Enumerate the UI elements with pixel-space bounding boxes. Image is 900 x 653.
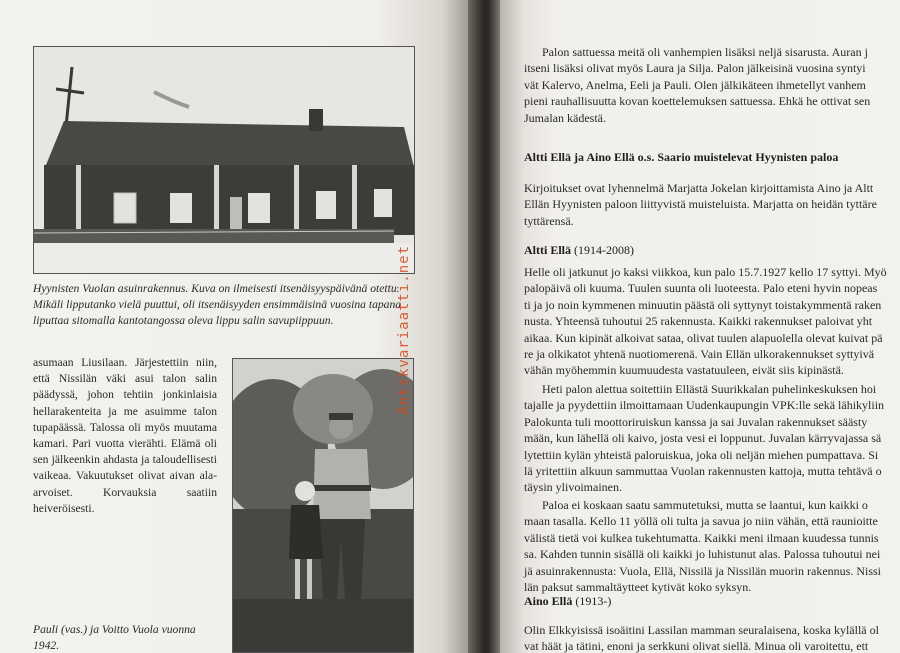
text-line: tajalle ja pyydettiin ilmoittamaan Uudenkaupungin VPK:lle sekä lähikyliin [524,398,885,413]
text-line: välistä tietä voi kulkea tukehtumatta. Kaikki meni ilmaan kuudessa tunnis [524,530,879,545]
section-intro-paragraph [524,180,900,229]
text-line: lytettiin kylän yhteistä paloruiskua, joka oli neljän miehen pumpattava. Si [524,447,879,462]
text-line: vät Kalervo, Anelma, Eeli ja Pauli. Olen jälkikäteen ihmetellyt vanhem [524,77,866,92]
text-line: vat häät ja tätini, enoni ja serkkuni olivat siellä. Minua oli varoitettu, ett [524,639,869,653]
text-line: vähän myöhemmin kuumuudesta vastatuuleen, eivät siis kipinästä. [524,363,844,378]
text-line: re ja olkikatot yhtenä nuotiomerenä. Vain Ellän ulkorakennukset syttyivä [524,347,875,362]
person-heading-altti [524,243,634,258]
text-line: itseni lisäksi olivat myös Laura ja Silja. Palon jälkeisinä vuosina syntyi [524,61,866,76]
text-line: ti ja jo noin kymmenen minuutin päästä oli syttynyt toistakymmentä raken [524,297,882,312]
text-line: Helle oli jatkunut jo kaksi viikkoa, kun palo 15.7.1927 kello 17 syttyi. Myö [524,265,887,279]
text-line: lä yritettiin alkuun sammuttaa Vuolan rakennusten kattoja, mutta tehtävä o [524,464,882,479]
section-heading: Altti Ellä ja Aino Ellä o.s. Saario muistelevat Hyynisten paloa [524,150,839,164]
text-line: pieni rauhallisuutta kovan koettelemuksen sattuessa. Ehkä he ottivat sen [524,94,871,109]
person-name: Aino Ellä [524,594,573,608]
text-line: län paksut sammaltäytteet kytivät koko syksyn. [524,580,752,595]
text-line: tyttärensä. [524,213,574,228]
altti-paragraph-3 [524,497,900,595]
altti-paragraph-1 [524,264,900,379]
altti-paragraph-2 [524,381,900,496]
text-line: Heti palon alettua soitettiin Ellästä Suurikkalan puhelinkeskuksen hoi [542,382,877,396]
book-gutter [468,0,502,653]
text-line: mään, kun lähellä oli kaivo, josta vesi ei loppunut. Juvalan kärryvajassa sä [524,431,882,446]
right-page [500,0,900,653]
house-photo-caption: Hyynisten Vuolan asuinrakennus. Kuva on ilmeisesti itsenäisyyspäivänä otettu. Mikäli lipputanko vielä puuttui, oli itsenäisyyden ensimmäisinä vuosina tapana liputtaa sitomalla kantotangossa oleva lippu salin savupiippuun. [33,282,402,327]
intro-paragraph [524,44,900,126]
text-line: Jumalan kädestä. [524,110,606,125]
text-line: Paloa ei koskaan saatu sammutetuksi, mutta se laantui, kun kaikki o [542,498,868,512]
aino-paragraph-1 [524,622,900,653]
text-line: maan tasalla. Kello 11 yöllä oli tulta ja savua jo niin vähän, että raunioitte [524,514,878,529]
text-line: Palon sattuessa meitä oli vanhempien lisäksi neljä sisarusta. Auran j [542,45,868,59]
text-line: Olin Elkkyisissä isoäitini Lassilan mamman seuralaisena, koska kylällä ol [524,623,879,637]
text-line: jä asuinrakennusta: Vuola, Ellä, Nissilä ja Nissilän muorin rakennus. Nissi [524,563,881,578]
house-photo [33,46,415,274]
text-line: nusta. Yhteensä tuhoutui 25 rakennusta. Kaikki rakennukset paloivat yht [524,314,873,329]
person-name: Altti Ellä [524,243,571,257]
person-heading-aino [524,594,611,609]
text-line: täysin ylivoimainen. [524,480,622,495]
watermark-text: Antikvariaatti.net [396,245,412,415]
portrait-photo-caption: Pauli (vas.) ja Voitto Vuola vuonna 1942. [33,623,196,652]
portrait-photo [232,358,414,653]
text-line: sa. Kahden tunnin sisällä oli kaikki jo luhistunut alas. Palossa tuhoutui nei [524,547,881,562]
text-line: Ellän Hyynisten paloon liittyvistä muisteluista. Marjatta on heidän tyttäre [524,197,877,212]
text-line: Palokunta tuli moottoriruiskun kanssa ja sai Juvalan rakennukset säästy [524,414,868,429]
text-line: Kirjoitukset ovat lyhennelmä Marjatta Jokelan kirjoittamista Aino ja Altt [524,181,874,195]
left-body-text: asumaan Liusilaan. Järjestettiin niin, että Nissilän väki asui talon salin päädyssä, johon tehtiin jonkinlaisia hellarakenteita ja me asuimme talon tupapäässä. Talossa oli myös muutama kamari. Pari vuotta vierähti. Elämä oli sen jälkeenkin ahdasta ja taloudellisesti vaikeaa. Vakuutukset olivat aivan ala-arvoiset. Korvauksia saatiin heiveröisesti. [33,356,217,515]
text-line: aikaa. Kun kipinät alkoivat sataa, olivat tuulen alapuolella olevat kuivat pä [524,330,883,345]
text-line: palopäivä oli kuuma. Tuulen suunta oli luoteesta. Palo eteni hyvin nopeas [524,281,878,296]
person-years: (1914-2008) [574,243,634,257]
person-years: (1913-) [575,594,612,608]
